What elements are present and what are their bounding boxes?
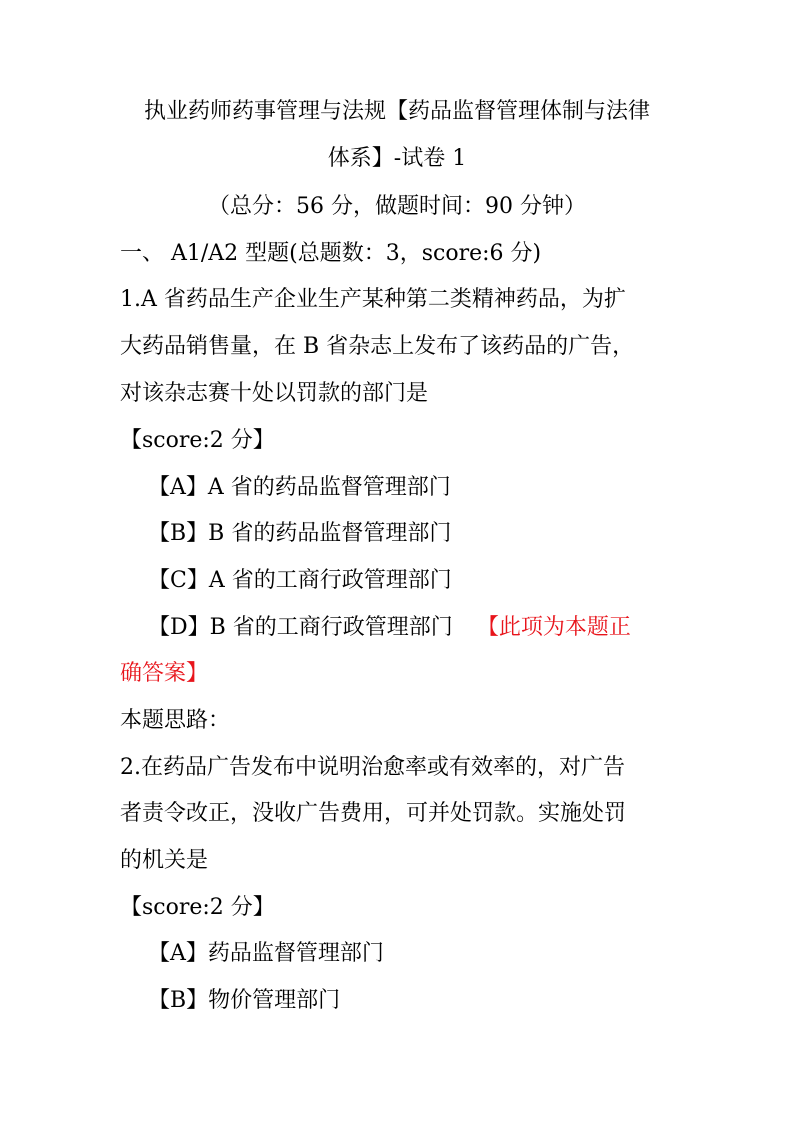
exam-meta: （总分：56 分，做题时间：90 分钟） xyxy=(208,194,586,219)
correct-answer-mark: 【此项为本题正 xyxy=(476,615,631,640)
section-heading: 一、 A1/A2 型题(总题数：3，score:6 分) xyxy=(120,241,542,266)
question-1-option-c[interactable]: 【C】A 省的工商行政管理部门 xyxy=(148,568,452,593)
correct-answer-mark-continued: 确答案】 xyxy=(120,661,209,686)
question-2-stem-line-3: 的机关是 xyxy=(120,848,209,873)
question-1-option-d-row xyxy=(148,613,688,643)
exam-title-line-2: 体系】-试卷 1 xyxy=(327,146,467,171)
question-2-stem-line-1: 2.在药品广告发布中说明治愈率或有效率的，对广告 xyxy=(120,755,625,780)
question-2-stem-line-2: 者责令改正，没收广告费用，可并处罚款。实施处罚 xyxy=(120,801,627,826)
question-2-score: 【score:2 分】 xyxy=(120,895,275,920)
question-1-stem-line-3: 对该杂志赛十处以罚款的部门是 xyxy=(120,381,429,406)
question-1-option-a[interactable]: 【A】A 省的药品监督管理部门 xyxy=(148,475,451,500)
question-1-stem-line-1: 1.A 省药品生产企业生产某种第二类精神药品，为扩 xyxy=(120,287,626,312)
exam-title-line-1: 执业药师药事管理与法规【药品监督管理体制与法律 xyxy=(143,99,650,124)
question-1-thinking-label: 本题思路： xyxy=(120,708,231,733)
question-2-option-a[interactable]: 【A】药品监督管理部门 xyxy=(148,941,384,966)
question-1-option-d[interactable]: 【D】B 省的工商行政管理部门 xyxy=(148,615,453,640)
question-1-stem-line-2: 大药品销售量，在 B 省杂志上发布了该药品的广告， xyxy=(120,334,635,359)
question-1-option-b[interactable]: 【B】B 省的药品监督管理部门 xyxy=(148,521,452,546)
question-2-option-b[interactable]: 【B】物价管理部门 xyxy=(148,988,341,1013)
question-1-score: 【score:2 分】 xyxy=(120,428,275,453)
